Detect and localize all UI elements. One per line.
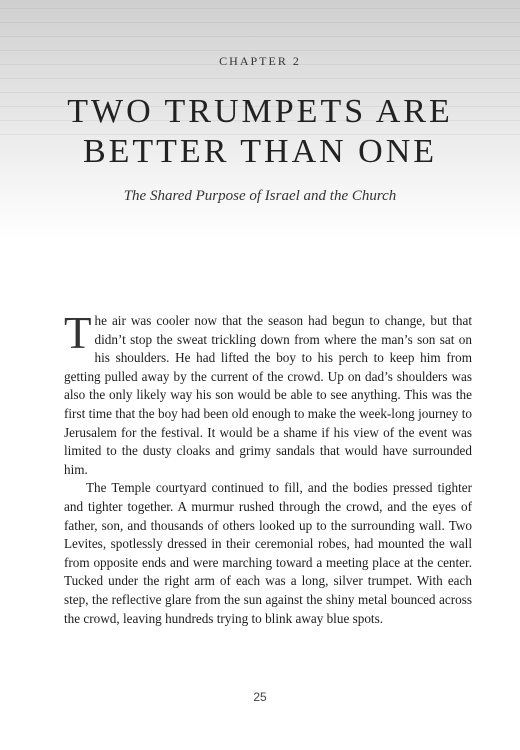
drop-cap: T [64,308,92,358]
chapter-subtitle: The Shared Purpose of Israel and the Church [123,188,397,204]
page-number: 25 [253,690,267,704]
chapter-label: CHAPTER 2 [219,54,301,68]
paragraph-1-text: he air was cooler now that the season had begun to change, but that didn’t stop the sweat trickling down from where the man’s son sat on his shoulders. He had lifted the boy to his perch to keep him from getting pulled away by the current of the crowd. Up on dad’s shoulders was also the only likely way his son would be able to see anything. This was the first time that the boy had been old enough to make the week-long journey to Jerusalem for the festival. It would be a shame if his view of the event was limited to the dusty cloaks and grimy sandals that would have surrounded him. [64,313,472,477]
chapter-title: TWO TRUMPETS ARE BETTER THAN ONE [67,93,453,170]
paragraph-2: The Temple courtyard continued to fill, and the bodies pressed tighter and tighter together. A murmur rushed through the crowd, and the eyes of father, son, and thousands of others looked up to the surrounding wall. Two Levites, spotlessly dressed in their ceremonial robes, had mounted the wall from opposite ends and were marching toward a meeting place at the center. Tucked under the right arm of each was a long, silver trumpet. With each step, the reflective glare from the sun against the shiny metal bounced across the crowd, leaving hundreds trying to blink away blue spots. [64,480,472,626]
paragraph-1 [64,308,472,479]
body-text [64,308,472,628]
